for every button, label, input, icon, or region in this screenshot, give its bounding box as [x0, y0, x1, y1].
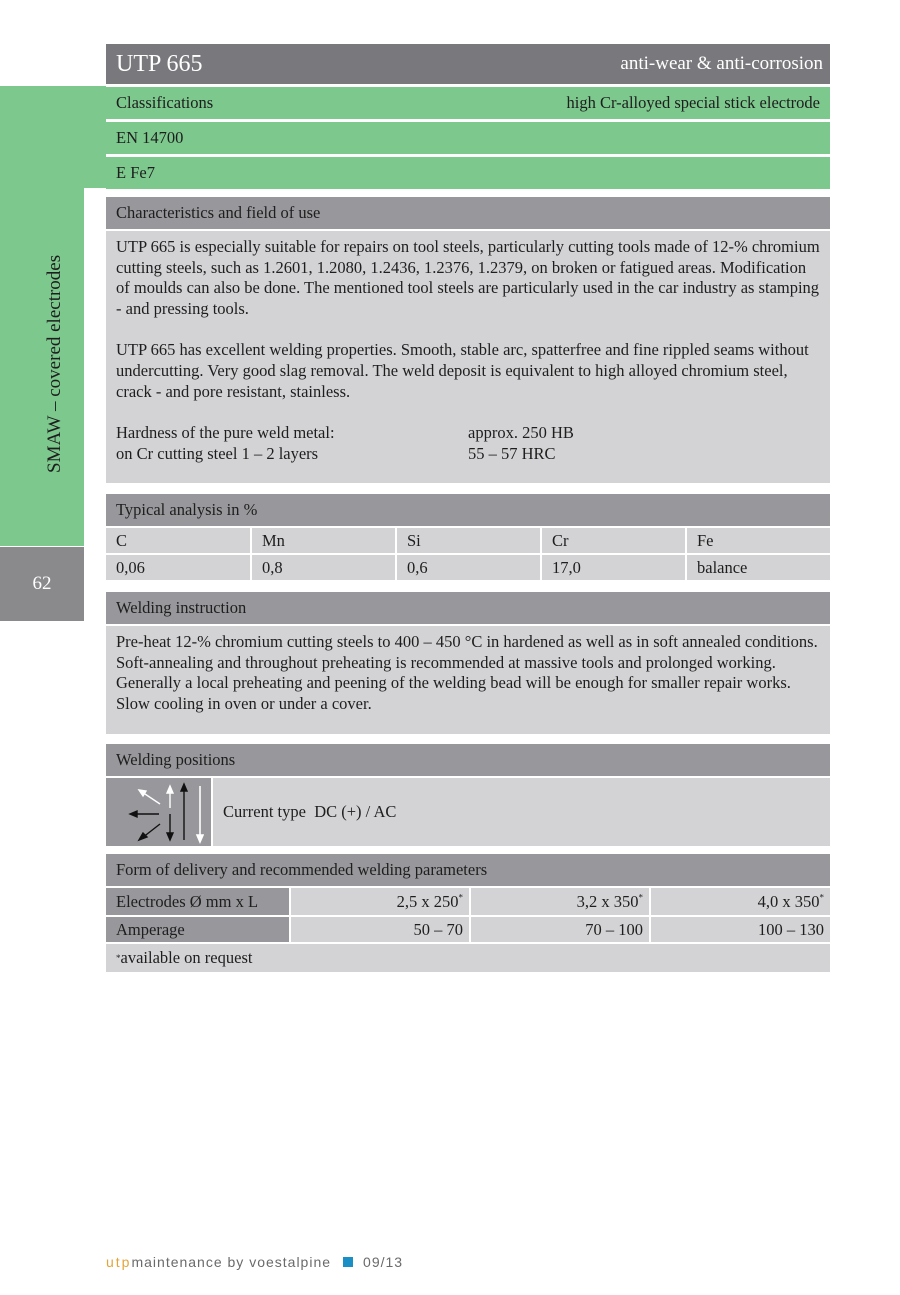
characteristics-body [106, 229, 830, 483]
size-cell [470, 887, 650, 916]
characteristics-paragraph-1: UTP 665 is especially suitable for repairs on tool steels, particularly cutting tools made of 12-% chromium cutting steels, such as 1.2601, 1.2080, 1.2436, 1.2376, 1.2379, on broken or fatigued areas. Modification of moulds can also be done. The mentioned tool steels are particularly used in the car industry as stamping - and pressing tools. [116, 237, 820, 318]
analysis-heading: Typical analysis in % [106, 494, 830, 526]
hardness-row [116, 444, 820, 465]
instruction-text: Pre-heat 12-% chromium cutting steels to 400 – 450 °C in hardened as well as in soft annealed conditions. Soft-annealing and throughout preheating is recommended at massive tools and prolonged working. Generally a local preheating and peening of the welding bead will be enough for smaller repair works. Slow cooling in oven or under a cover. [116, 632, 818, 713]
product-header [106, 44, 830, 84]
classifications-row [106, 87, 830, 119]
page-number: 62 [0, 547, 84, 621]
hardness-value: 55 – 57 HRC [468, 443, 556, 463]
instruction-body [106, 624, 830, 734]
analysis-values-row [106, 554, 830, 581]
side-connector [84, 86, 106, 188]
size-value: 3,2 x 350 [576, 891, 639, 911]
current-type-value: DC (+) / AC [314, 802, 397, 821]
positions-section [106, 744, 830, 846]
note-mark: * [116, 953, 121, 963]
hardness-value: approx. 250 HB [468, 423, 574, 443]
side-tab [0, 86, 84, 546]
current-type-label: Current type [223, 802, 306, 821]
welding-positions-icon [106, 778, 213, 846]
delivery-section [106, 854, 830, 972]
size-value: 4,0 x 350 [757, 891, 820, 911]
characteristics-paragraph-2: UTP 665 has excellent welding properties. Smooth, stable arc, spatterfree and fine rippled seams without undercutting. Very good slag removal. The weld deposit is equivalent to high alloyed chromium steel, crack - and pore resistant, stainless. [116, 340, 809, 401]
classifications-description: high Cr-alloyed special stick electrode [566, 93, 820, 112]
amperage-cell: 50 – 70 [290, 916, 470, 943]
characteristics-heading: Characteristics and field of use [106, 197, 830, 229]
size-cell [290, 887, 470, 916]
footer-date: 09/13 [363, 1254, 404, 1270]
size-mark: * [638, 892, 643, 902]
element-cell: Fe [686, 527, 830, 554]
hardness-label: Hardness of the pure weld metal: [116, 423, 335, 443]
delivery-table [106, 886, 830, 944]
element-cell: Si [396, 527, 541, 554]
standard-label: EN 14700 [116, 128, 184, 147]
standard-row [106, 122, 830, 154]
delivery-heading: Form of delivery and recommended welding parameters [106, 854, 830, 886]
designation-row [106, 157, 830, 189]
amperage-row [106, 916, 830, 943]
instruction-section [106, 592, 830, 734]
product-subtitle: anti-wear & anti-corrosion [620, 53, 823, 74]
value-cell: 0,06 [106, 554, 251, 581]
size-value: 2,5 x 250 [396, 891, 459, 911]
hardness-label: on Cr cutting steel 1 – 2 layers [116, 443, 319, 463]
hardness-row [116, 423, 820, 444]
positions-heading: Welding positions [106, 744, 830, 776]
amperage-cell: 70 – 100 [470, 916, 650, 943]
element-cell: Cr [541, 527, 686, 554]
amperage-label: Amperage [106, 916, 290, 943]
size-mark: * [458, 892, 463, 902]
analysis-table [106, 526, 830, 582]
analysis-section [106, 494, 830, 582]
size-cell [650, 887, 830, 916]
designation-label: E Fe7 [116, 163, 155, 182]
side-tab-label: SMAW – covered electrodes [44, 254, 65, 473]
value-cell: 17,0 [541, 554, 686, 581]
hardness-table [116, 423, 820, 464]
product-title: UTP 665 [116, 50, 203, 77]
value-cell: balance [686, 554, 830, 581]
analysis-elements-row [106, 527, 830, 554]
footer-brand: utp [106, 1254, 132, 1270]
characteristics-section [106, 197, 830, 483]
value-cell: 0,6 [396, 554, 541, 581]
amperage-cell: 100 – 130 [650, 916, 830, 943]
note-text: available on request [120, 948, 253, 967]
availability-note [106, 944, 830, 972]
footer-text: maintenance by voestalpine [131, 1254, 332, 1270]
current-type [213, 778, 396, 846]
square-icon [343, 1257, 353, 1267]
instruction-heading: Welding instruction [106, 592, 830, 624]
element-cell: Mn [251, 527, 396, 554]
page-footer [106, 1254, 403, 1270]
value-cell: 0,8 [251, 554, 396, 581]
classifications-label: Classifications [116, 93, 214, 112]
size-mark: * [819, 892, 824, 902]
element-cell: C [106, 527, 251, 554]
electrodes-row [106, 887, 830, 916]
electrodes-label: Electrodes Ø mm x L [106, 887, 290, 916]
positions-row [106, 776, 830, 846]
